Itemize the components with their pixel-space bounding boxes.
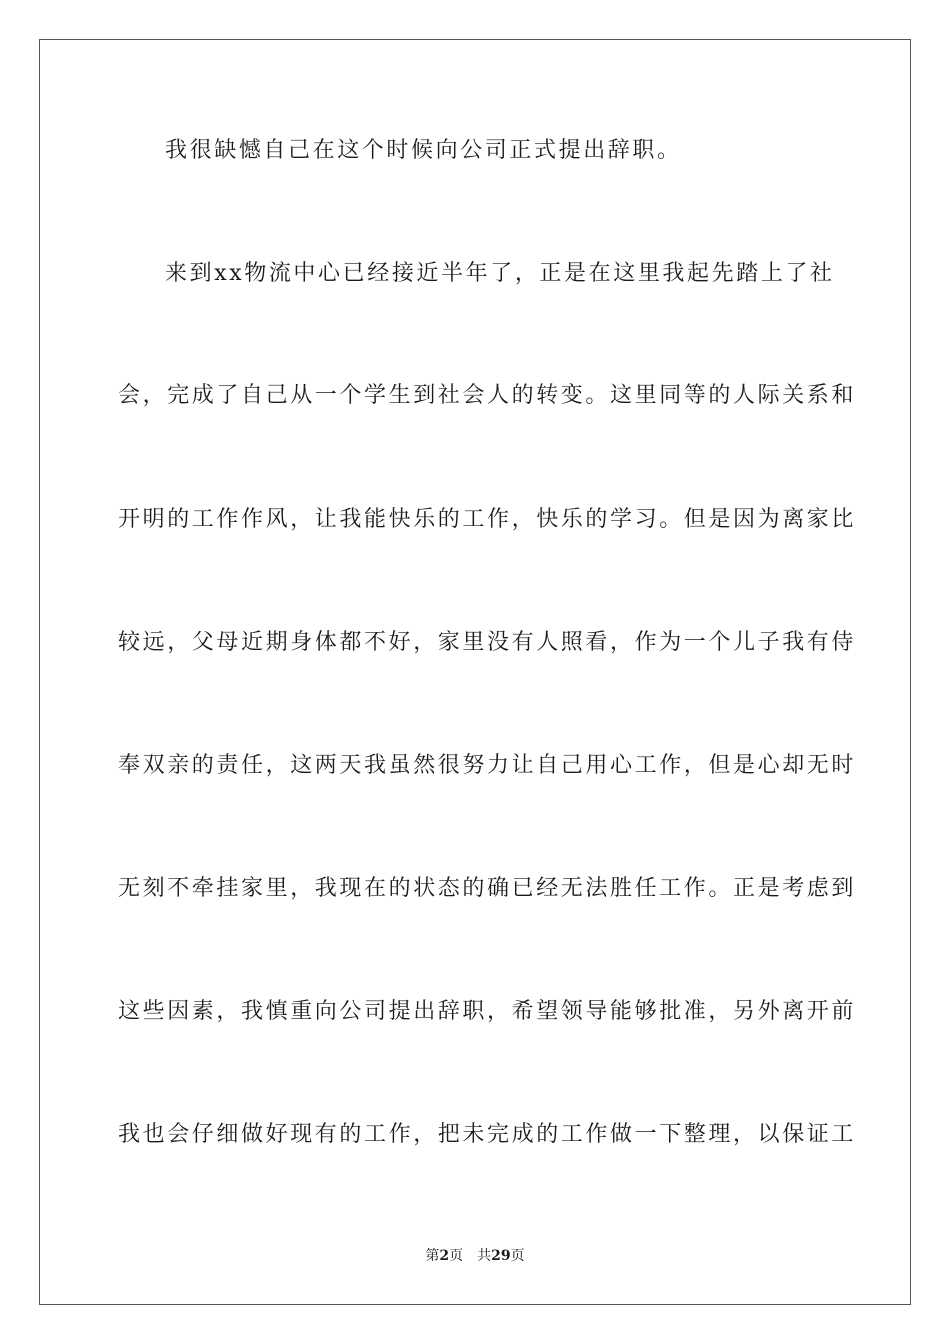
paragraph-line: 奉双亲的责任，这两天我虽然很努力让自己用心工作，但是心却无时 bbox=[118, 753, 857, 778]
paragraph-line: 这些因素，我慎重向公司提出辞职，希望领导能够批准，另外离开前 bbox=[118, 999, 857, 1024]
paragraph-line: 我很缺憾自己在这个时候向公司正式提出辞职。 bbox=[165, 138, 682, 163]
total-prefix: 共 bbox=[477, 1248, 492, 1264]
page-border bbox=[39, 39, 911, 1305]
paragraph-line: 开明的工作作风，让我能快乐的工作，快乐的学习。但是因为离家比 bbox=[118, 507, 857, 532]
page-prefix: 第 bbox=[425, 1248, 440, 1264]
paragraph-line: 较远，父母近期身体都不好，家里没有人照看，作为一个儿子我有侍 bbox=[118, 630, 857, 655]
paragraph-line: 无刻不牵挂家里，我现在的状态的确已经无法胜任工作。正是考虑到 bbox=[118, 876, 857, 901]
total-suffix: 页 bbox=[510, 1248, 525, 1264]
page-number: 2 bbox=[439, 1248, 450, 1264]
paragraph-line: 来到xx物流中心已经接近半年了，正是在这里我起先踏上了社 bbox=[165, 261, 835, 286]
paragraph-line: 会，完成了自己从一个学生到社会人的转变。这里同等的人际关系和 bbox=[118, 383, 857, 408]
page-footer bbox=[0, 1247, 950, 1265]
paragraph-line: 我也会仔细做好现有的工作，把未完成的工作做一下整理，以保证工 bbox=[118, 1122, 857, 1147]
total-pages: 29 bbox=[491, 1248, 511, 1264]
page-suffix: 页 bbox=[449, 1248, 464, 1264]
